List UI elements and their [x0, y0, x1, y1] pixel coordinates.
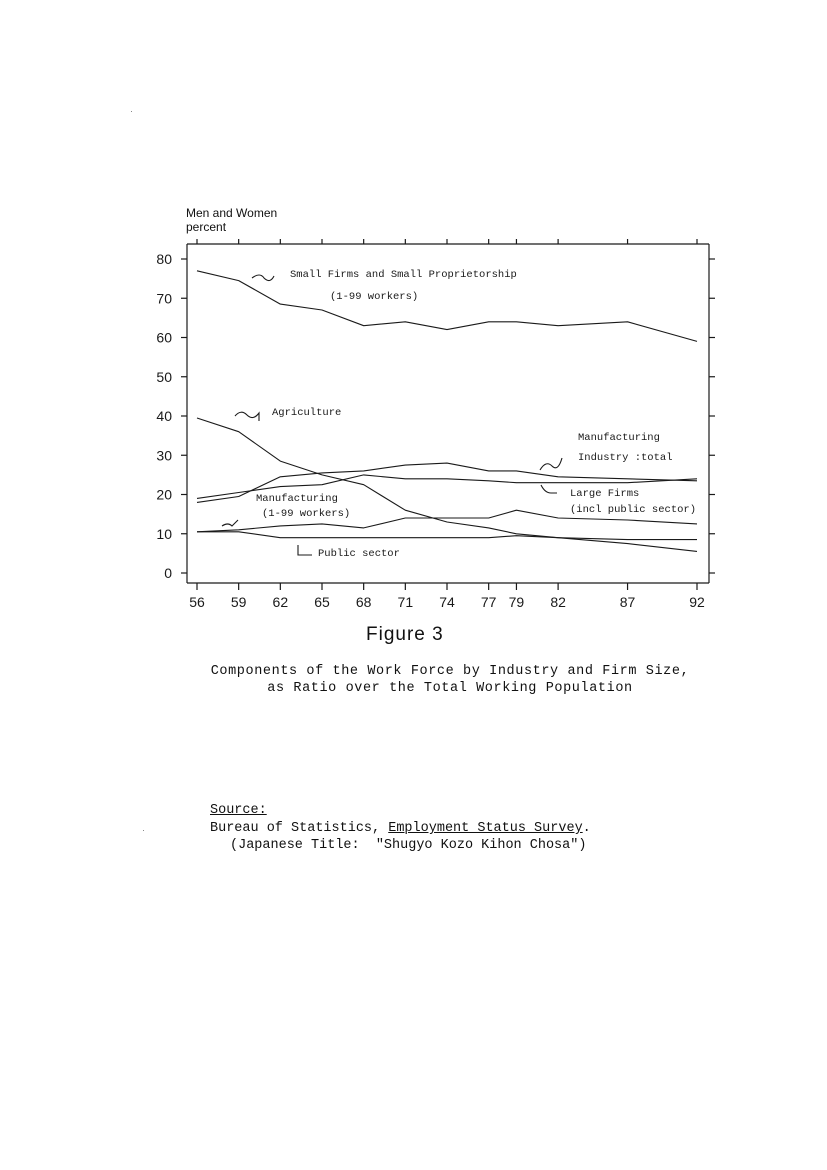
y-tick-label: 40	[156, 408, 172, 424]
caption-line2: as Ratio over the Total Working Population	[267, 681, 633, 696]
x-tick-label: 79	[508, 594, 525, 610]
x-tick-label: 92	[689, 594, 705, 610]
y-tick-label: 0	[164, 565, 172, 581]
scan-speck	[143, 830, 144, 831]
source-heading-text: Source:	[210, 803, 267, 818]
annotation-leader	[541, 485, 557, 493]
source-heading	[210, 803, 267, 818]
annotation-leader	[222, 520, 238, 526]
source-line1	[210, 821, 591, 836]
y-tick-label: 30	[156, 447, 172, 464]
x-tick-label: 59	[230, 594, 247, 610]
annotation-label: (1-99 workers)	[330, 291, 419, 303]
annotation-label: Manufacturing	[578, 432, 660, 444]
y-axis-label-line1: Men and Women	[186, 206, 278, 220]
annotation-leader	[540, 458, 562, 470]
x-tick-label: 77	[480, 594, 497, 610]
x-tick-label: 87	[619, 594, 636, 610]
annotation-leader	[298, 545, 312, 555]
y-axis-label-line2: percent	[186, 220, 227, 234]
annotation-label: Manufacturing	[256, 493, 338, 505]
source-line2: (Japanese Title: "Shugyo Kozo Kihon Chosa")	[230, 838, 587, 853]
y-tick-label: 70	[156, 290, 172, 307]
annotation-label: Agriculture	[272, 407, 342, 419]
x-tick-label: 65	[314, 594, 330, 610]
x-tick-label: 71	[397, 594, 414, 610]
y-tick-label: 50	[156, 368, 172, 385]
y-tick-label: 10	[156, 525, 172, 542]
x-tick-label: 82	[550, 594, 566, 610]
series-line-6	[197, 532, 697, 540]
figure-label: Figure 3	[366, 624, 444, 645]
annotation-label: Public sector	[318, 548, 400, 560]
chart-axes	[187, 244, 709, 583]
annotation-leader	[235, 412, 259, 421]
chart-ticks	[156, 239, 715, 610]
series-line-1	[197, 271, 697, 342]
y-tick-label: 80	[156, 251, 172, 267]
caption-line1: Components of the Work Force by Industry and Firm Size,	[210, 664, 690, 679]
annotation-label: (1-99 workers)	[262, 508, 351, 520]
annotation-label: Small Firms and Small Proprietorship	[290, 269, 517, 281]
x-tick-label: 56	[189, 594, 205, 610]
annotation-label: (incl public sector)	[570, 504, 697, 516]
x-tick-label: 68	[355, 594, 372, 610]
y-tick-label: 20	[156, 486, 172, 503]
source-prefix: Bureau of Statistics,	[210, 821, 389, 836]
annotation-label: Industry :total	[578, 452, 673, 464]
y-tick-label: 60	[156, 329, 172, 346]
source-survey-title: Employment Status Survey	[388, 821, 583, 836]
source-suffix: .	[582, 821, 591, 836]
annotation-label: Large Firms	[570, 488, 640, 500]
scan-speck	[131, 111, 132, 112]
annotation-leader	[252, 275, 274, 281]
chart-annotations	[222, 269, 696, 560]
x-tick-label: 62	[272, 594, 289, 610]
x-tick-label: 74	[439, 594, 455, 610]
